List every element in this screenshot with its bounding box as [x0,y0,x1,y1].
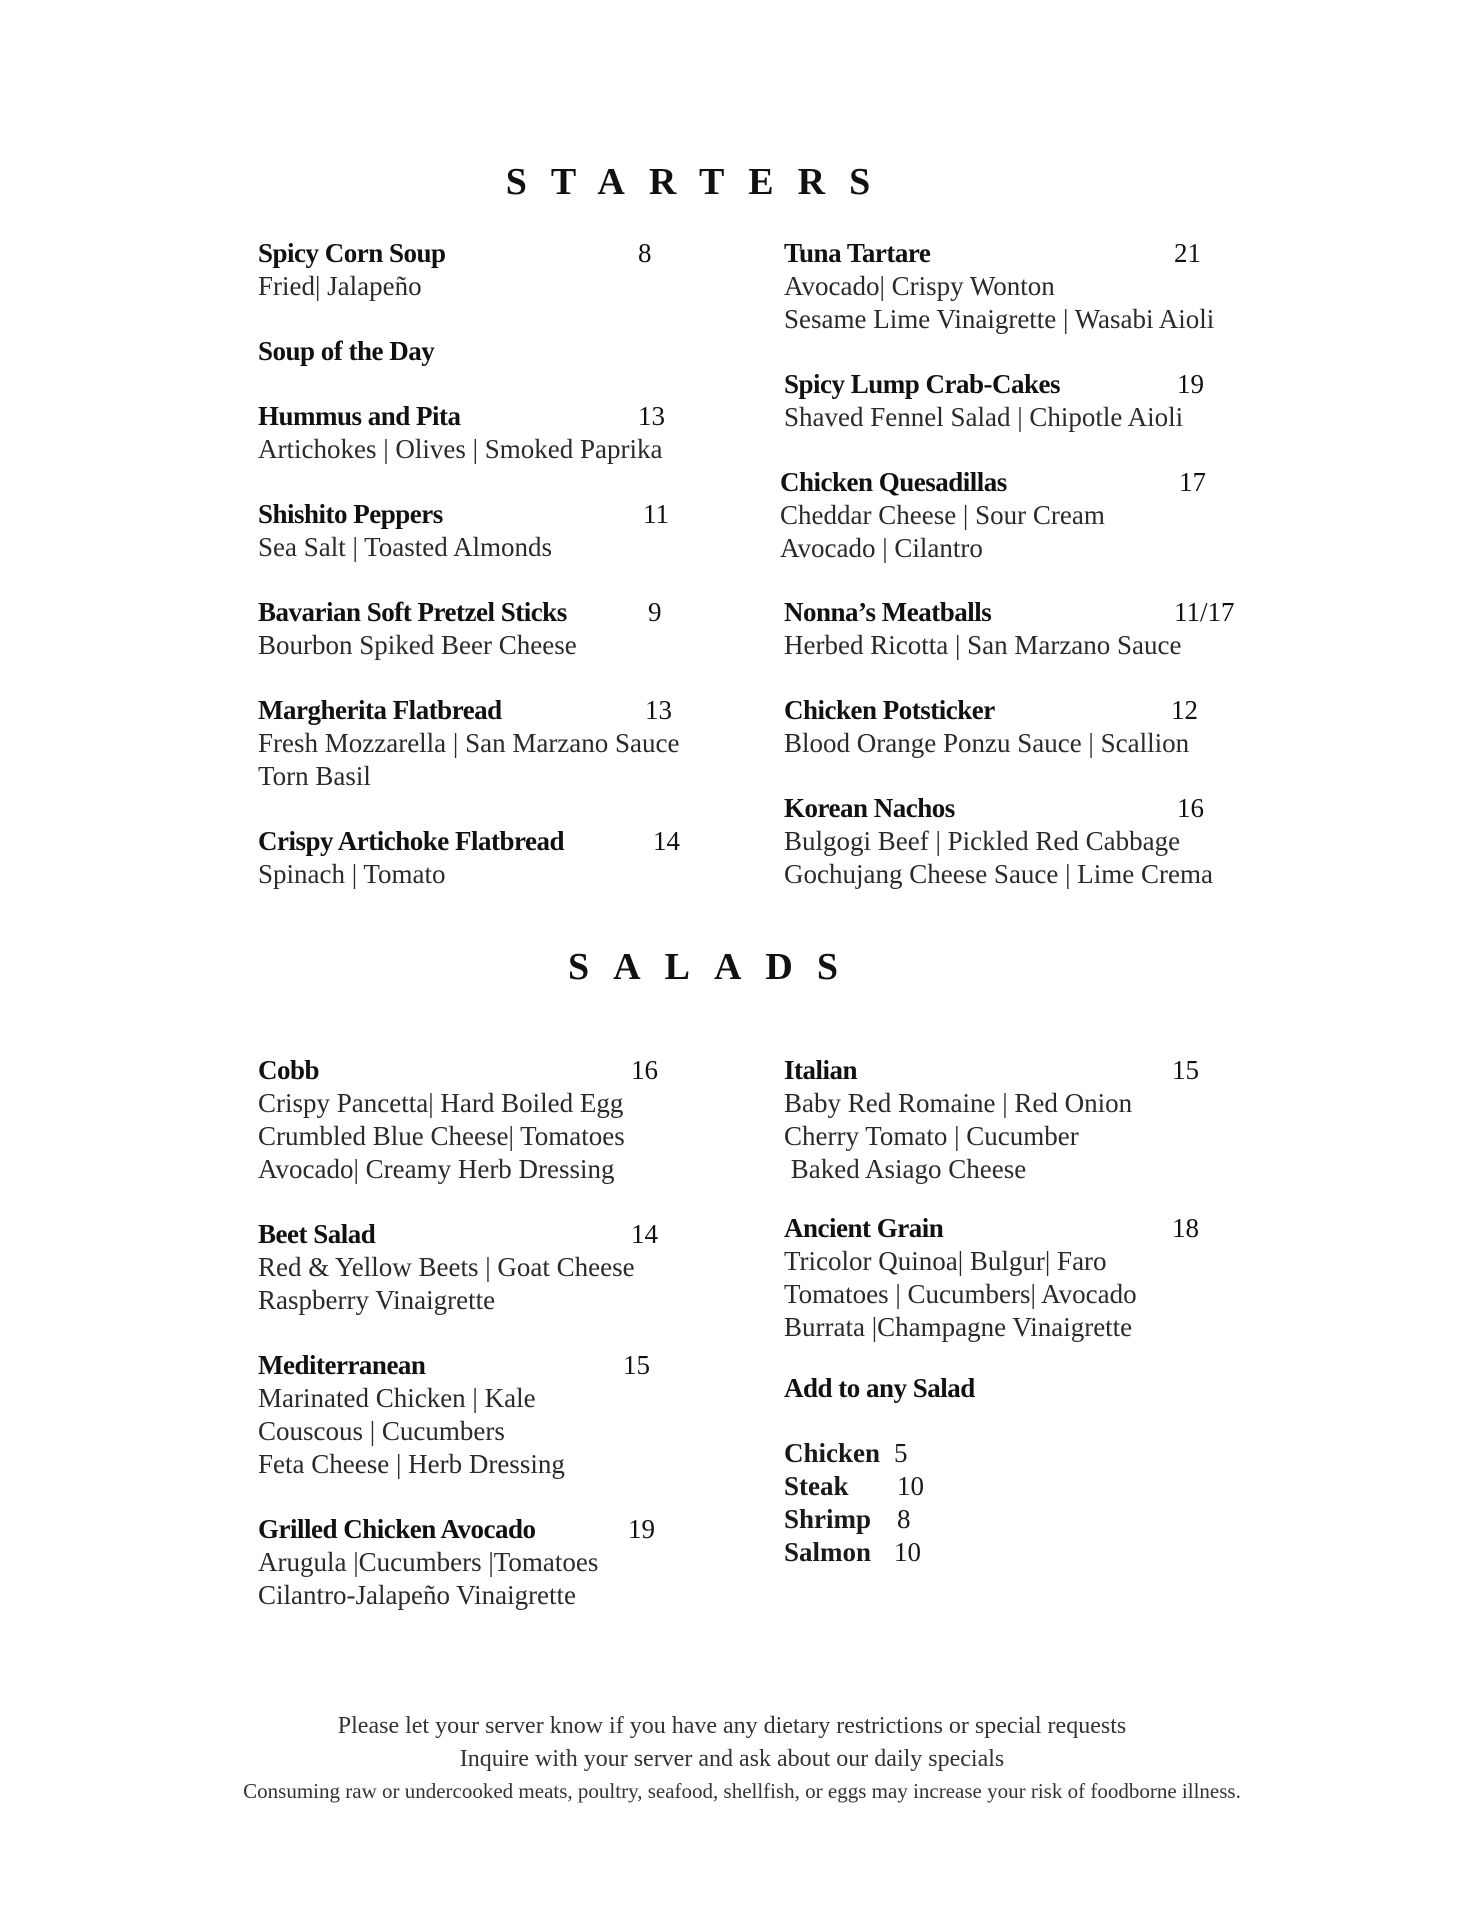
item-name: Bavarian Soft Pretzel Sticks [258,597,567,627]
item-price: 15 [1172,1055,1199,1085]
item-name: Mediterranean [258,1350,426,1380]
item-name: Margherita Flatbread [258,695,502,725]
item-price: 13 [645,695,672,725]
item-price: 8 [638,238,652,268]
starters-heading: STARTERS [505,161,895,203]
item-description: Sea Salt | Toasted Almonds [258,532,553,562]
addons-title: Add to any Salad [784,1373,975,1403]
item-description: Shaved Fennel Salad | Chipotle Aioli [784,402,1184,432]
item-description: Burrata |Champagne Vinaigrette [784,1312,1133,1342]
menu-item [258,335,728,368]
item-description: Avocado| Creamy Herb Dressing [258,1154,615,1184]
item-description: Raspberry Vinaigrette [258,1285,496,1315]
menu-item [784,694,1284,760]
item-price: 16 [1177,793,1204,823]
item-name: Chicken Quesadillas [780,467,1007,497]
item-price: 19 [628,1514,655,1544]
addon-name: Steak [784,1471,849,1501]
item-price: 9 [648,597,662,627]
item-name: Crispy Artichoke Flatbread [258,826,564,856]
item-name: Grilled Chicken Avocado [258,1514,536,1544]
item-price: 18 [1172,1213,1199,1243]
footer-note-1: Please let your server know if you have any dietary restrictions or special requests [337,1713,1127,1739]
addon-name: Shrimp [784,1504,872,1534]
item-description: Crumbled Blue Cheese| Tomatoes [258,1121,625,1151]
item-description: Artichokes | Olives | Smoked Paprika [258,434,663,464]
item-description: Fried| Jalapeño [258,271,422,301]
menu-item [784,368,1284,434]
item-description: Cherry Tomato | Cucumber [784,1121,1079,1151]
item-description: Tricolor Quinoa| Bulgur| Faro [784,1246,1107,1276]
item-name: Ancient Grain [784,1213,944,1243]
menu-item [258,237,728,303]
item-name: Korean Nachos [784,793,955,823]
item-name: Spicy Lump Crab-Cakes [784,369,1061,399]
item-price: 15 [623,1350,650,1380]
item-description: Sesame Lime Vinaigrette | Wasabi Aioli [784,304,1215,334]
item-description: Spinach | Tomato [258,859,446,889]
item-name: Italian [784,1055,858,1085]
addon-price: 10 [897,1471,924,1501]
item-price: 14 [631,1219,658,1249]
item-price: 19 [1177,369,1204,399]
menu-item [784,792,1284,891]
item-description: Tomatoes | Cucumbers| Avocado [784,1279,1137,1309]
menu-item [258,825,728,891]
item-description: Cilantro-Jalapeño Vinaigrette [258,1580,577,1610]
item-price: 14 [653,826,680,856]
item-price: 11/17 [1174,597,1235,627]
menu-item [258,498,728,564]
addon-name: Salmon [784,1537,872,1567]
item-description: Fresh Mozzarella | San Marzano Sauce [258,728,680,758]
item-description: Marinated Chicken | Kale [258,1383,536,1413]
footer-disclaimer: Consuming raw or undercooked meats, poultry, seafood, shellfish, or eggs may increase your risk of foodborne illness. [243,1779,1241,1803]
item-name: Nonna’s Meatballs [784,597,992,627]
menu-item [258,694,728,793]
item-name: Chicken Potsticker [784,695,995,725]
item-description: Gochujang Cheese Sauce | Lime Crema [784,859,1214,889]
item-price: 11 [643,499,669,529]
item-description: Baby Red Romaine | Red Onion [784,1088,1133,1118]
addon-price: 8 [897,1504,911,1534]
addon-name: Chicken [784,1438,881,1468]
menu-item [258,1218,728,1317]
item-name: Shishito Peppers [258,499,443,529]
item-description: Herbed Ricotta | San Marzano Sauce [784,630,1182,660]
addon-row [784,1536,1284,1569]
item-name: Spicy Corn Soup [258,238,446,268]
item-name: Beet Salad [258,1219,376,1249]
item-description: Blood Orange Ponzu Sauce | Scallion [784,728,1190,758]
menu-item [784,596,1284,662]
item-description: Bourbon Spiked Beer Cheese [258,630,577,660]
footer-note-2: Inquire with your server and ask about our daily specials [459,1746,1005,1772]
addon-row [784,1437,1284,1470]
menu-item [784,237,1284,336]
addon-price: 5 [894,1438,908,1468]
item-price: 16 [631,1055,658,1085]
menu-item [258,1349,728,1481]
item-description: Cheddar Cheese | Sour Cream [780,500,1105,530]
item-description: Avocado| Crispy Wonton [784,271,1055,301]
item-price: 13 [638,401,665,431]
item-description: Couscous | Cucumbers [258,1416,505,1446]
item-price: 12 [1171,695,1198,725]
salads-heading: SALADS [568,946,862,988]
item-name: Tuna Tartare [784,238,931,268]
menu-item [784,1212,1284,1344]
item-price: 21 [1174,238,1201,268]
addons-section [784,1372,1284,1569]
item-name: Soup of the Day [258,336,435,366]
item-description: Baked Asiago Cheese [784,1154,1027,1184]
item-name: Cobb [258,1055,320,1085]
item-description: Arugula |Cucumbers |Tomatoes [258,1547,599,1577]
menu-item [258,596,728,662]
addon-row [784,1503,1284,1536]
menu-item [258,1513,728,1612]
menu-item [258,1054,728,1186]
addon-price: 10 [894,1537,921,1567]
item-description: Feta Cheese | Herb Dressing [258,1449,565,1479]
item-description: Bulgogi Beef | Pickled Red Cabbage [784,826,1181,856]
item-description: Avocado | Cilantro [780,533,983,563]
menu-item [258,400,728,466]
item-description: Red & Yellow Beets | Goat Cheese [258,1252,635,1282]
item-description: Crispy Pancetta| Hard Boiled Egg [258,1088,624,1118]
menu-item [784,1054,1284,1186]
item-price: 17 [1179,467,1206,497]
item-name: Hummus and Pita [258,401,461,431]
addon-row [784,1470,1284,1503]
item-description: Torn Basil [258,761,371,791]
menu-item [780,466,1280,565]
